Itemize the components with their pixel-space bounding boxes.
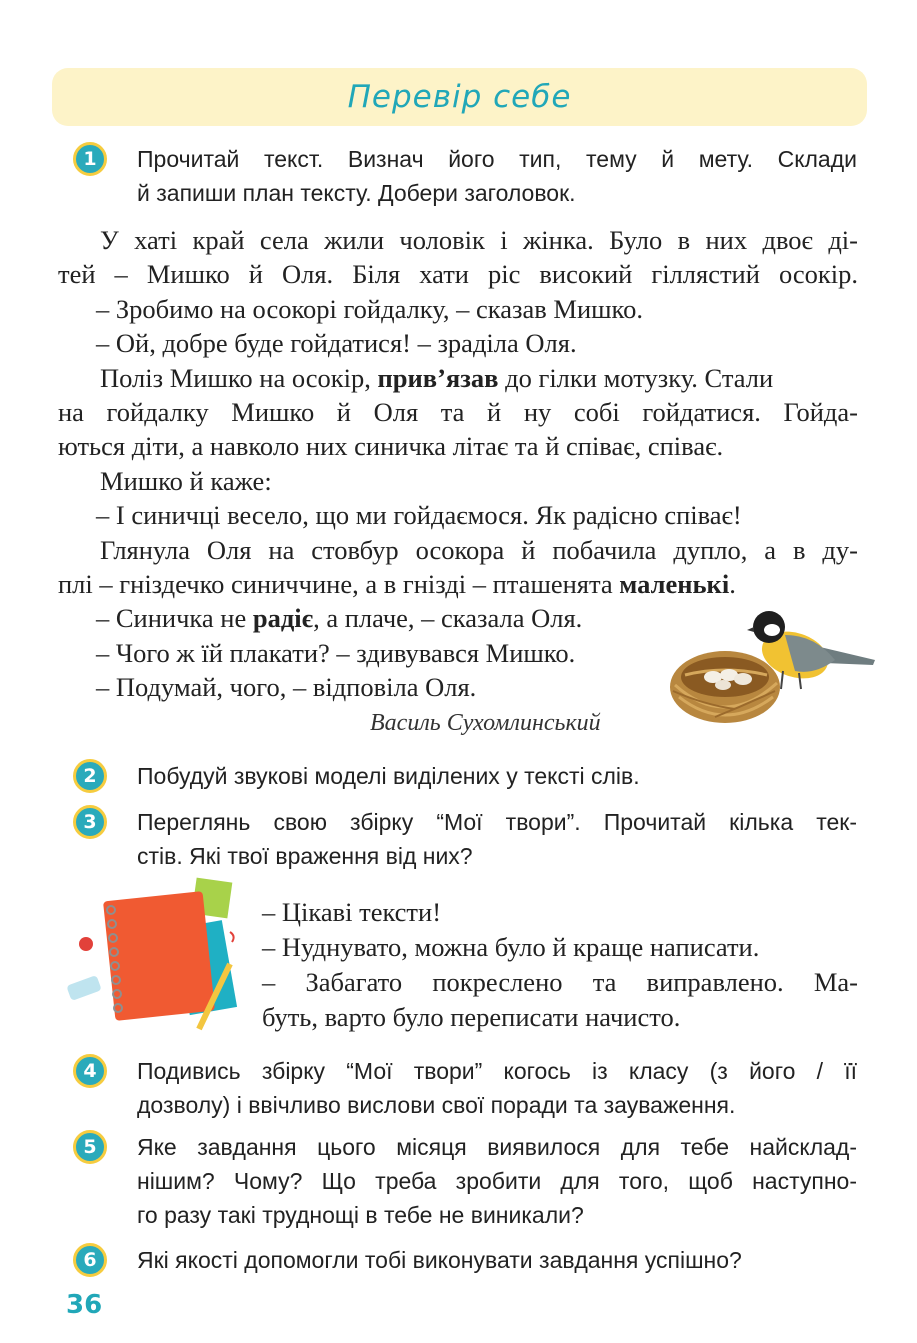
story-fragment: Поліз Мишко на осокір, [100,362,378,393]
task-1-line-2: й запиши план тексту. Добери заголовок. [137,180,576,206]
story-line: тей – Мишко й Оля. Біля хати ріс високий гіллястий осокір. [58,259,858,290]
story-line: Мишко й каже: [100,465,272,496]
section-banner [52,68,867,126]
task-1-line-1: Прочитай текст. Визнач його тип, тему й мету. Склади [137,146,857,172]
story-line [58,361,858,395]
story-line: на гойдалку Мишко й Оля та й ну собі гойдатися. Гойда- [58,396,858,427]
page-number: 36 [66,1290,103,1320]
task-4-line-2: дозволу) і ввічливо вислови свої поради та зауваження. [137,1092,736,1118]
task-3 [137,805,857,873]
egg [734,673,752,685]
task-5-line-3: го разу такі труднощі в тебе не виникали? [137,1202,584,1228]
response-line: – Нуднувато, можна було й краще написати. [262,932,760,962]
story-line: – Зробимо на осокорі гойдалку, – сказав Мишко. [96,293,643,324]
bird-nest-illustration [665,605,880,735]
task-number-5: 5 [73,1130,107,1164]
task-number-3: 3 [73,805,107,839]
story-line: – І синичці весело, що ми гойдаємося. Як радісно співає! [96,500,742,531]
task-number-2: 2 [73,759,107,793]
task-3-line-2: стів. Які твої враження від них? [137,843,473,869]
story-fragment: до гілки мотузку. Стали [498,362,774,393]
egg [715,680,731,690]
task-2 [137,759,857,793]
task-2-line-1: Побудуй звукові моделі виділених у тексті слів. [137,763,640,789]
task-number-4: 4 [73,1054,107,1088]
story-fragment: . [729,568,736,599]
task-number-1: 1 [73,142,107,176]
section-title: Перевір себе [347,79,572,115]
notebook-illustration [64,874,259,1039]
notebook [103,891,215,1021]
task-6 [137,1243,857,1277]
story-fragment: плі – гніздечко синиччине, а в гнізді – пташенята [58,568,620,599]
task-4 [137,1054,857,1122]
story-fragment: – Синичка не [96,603,253,634]
task-5 [137,1130,857,1232]
task-6-line-1: Які якості допомогли тобі виконувати завдання успішно? [137,1247,742,1273]
highlighted-word: маленькі [619,568,730,599]
response-line: – Цікаві тексти! [262,897,442,927]
task-5-line-2: нішим? Чому? Що треба зробити для того, щоб наступно- [137,1168,857,1194]
task-5-line-1: Яке завдання цього місяця виявилося для тебе найсклад- [137,1134,857,1160]
task-4-line-1: Подивись збірку “Мої твори” когось із класу (з його / її [137,1058,857,1084]
highlighted-word: радіє [252,603,314,634]
story-line: Глянула Оля на стовбур осокора й побачила дупло, а в ду- [100,534,858,565]
eraser [66,975,102,1001]
task-number-6: 6 [73,1243,107,1277]
story-line: ються діти, а навколо них синичка літає та й співає, співає. [58,431,724,462]
task-3-line-1: Переглянь свою збірку “Мої твори”. Прочитай кілька тек- [137,809,857,835]
story-line [58,567,858,601]
task-1 [137,142,857,210]
story-line: – Чого ж їй плакати? – здивувався Мишко. [96,637,576,668]
highlighted-word: прив’язав [377,362,499,393]
story-line: У хаті край села жили чоловік і жінка. Було в них двоє ді- [100,225,858,255]
responses [262,895,858,1035]
story-fragment: , а плаче, – сказала Оля. [313,603,583,634]
sharpener [79,937,93,951]
story-author: Василь Сухомлинський [370,710,601,736]
response-line: – Забагато покреслено та виправлено. Ма- [262,967,858,997]
story-line: – Ой, добре буде гойдатися! – зраділа Оля. [96,328,577,359]
response-line: буть, варто було переписати начисто. [262,1002,681,1032]
story-line: – Подумай, чого, – відповіла Оля. [96,672,477,703]
